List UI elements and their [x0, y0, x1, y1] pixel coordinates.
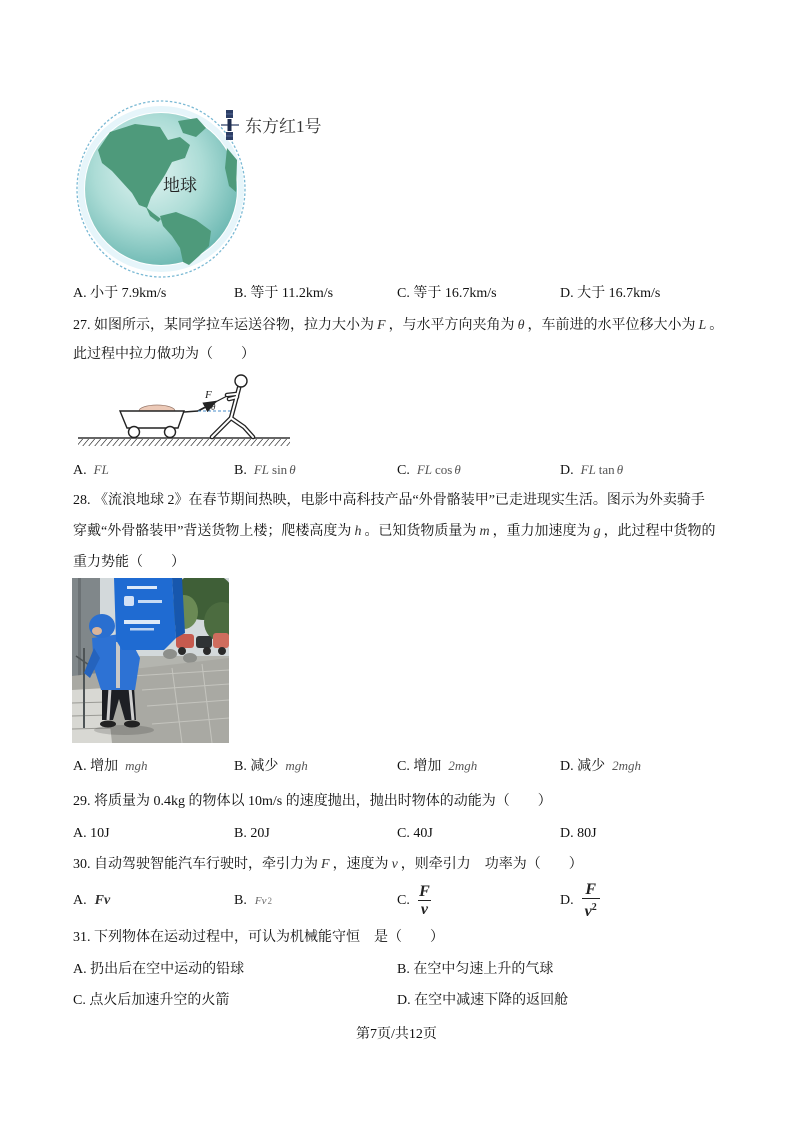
option-math-superscript: 2 [267, 896, 272, 906]
q27-option-c [397, 462, 461, 479]
option-math-fn: tan [598, 462, 615, 477]
q27-angle-symbol: θ [517, 318, 525, 333]
satellite-label: 东方红1号 [245, 117, 322, 136]
option-letter: A. [73, 463, 87, 478]
q27-option-d [560, 462, 623, 479]
q28-stem-text: 。已知货物质量为 [364, 524, 477, 539]
q28-height-symbol: h [354, 524, 362, 539]
q28-stem-text: 穿戴“外骨骼装甲”背送货物上楼；爬楼高度为 [73, 524, 352, 539]
q26-option-b: B. 等于 11.2km/s [234, 286, 334, 301]
option-math-arg: θ [289, 462, 296, 477]
option-math: Fv [254, 895, 267, 907]
option-math: FL [416, 462, 433, 477]
option-math: Fv [94, 893, 111, 908]
option-letter: C. 增加 [397, 759, 442, 774]
option-letter: B. 减少 [234, 759, 279, 774]
exoskeleton-rider-photo [72, 578, 229, 743]
option-letter: C. [397, 893, 410, 908]
earth-orbit-figure [70, 95, 340, 285]
q30-stem-text: ，速度为 [332, 857, 389, 872]
option-fraction [418, 884, 431, 918]
q29-option-a: A. 10J [73, 826, 110, 841]
q28-stem-line2 [73, 524, 716, 540]
denominator-superscript: 2 [591, 902, 597, 913]
q28-option-c [397, 758, 477, 775]
option-math: mgh [125, 758, 148, 773]
q26-option-d: D. 大于 16.7km/s [560, 286, 661, 301]
cart-pulling-figure [70, 365, 300, 455]
option-math-fn: sin [272, 462, 288, 477]
q27-option-a [73, 462, 109, 479]
option-math: mgh [285, 758, 308, 773]
page-number: 第7页/共12页 [356, 1027, 437, 1042]
denominator-base: v [584, 903, 592, 920]
option-letter: D. [560, 893, 574, 908]
q26-option-c: C. 等于 16.7km/s [397, 286, 497, 301]
q29-stem: 29. 将质量为 0.4kg 的物体以 10m/s 的速度抛出，抛出时物体的动能为（ ） [73, 794, 552, 809]
q27-stem-text: ，车前进的水平位移大小为 [527, 318, 696, 333]
q31-stem: 31. 下列物体在运动过程中，可认为机械能守恒 是（ ） [73, 930, 444, 945]
q27-stem-text: 27. 如图所示，某同学拉车运送谷物，拉力大小为 [73, 318, 374, 333]
option-letter: D. 减少 [560, 759, 606, 774]
q28-gravity-symbol: g [593, 524, 601, 539]
fraction-numerator: F [419, 883, 430, 900]
option-math: 2mgh [612, 758, 642, 773]
q30-option-b [234, 882, 272, 920]
q30-option-a [73, 882, 110, 920]
denominator-base: v [420, 901, 428, 918]
q30-option-c [397, 882, 431, 920]
q28-stem-line1: 28. 《流浪地球 2》在春节期间热映，电影中高科技产品“外骨骼装甲”已走进现实生活。图示为外卖骑手 [73, 493, 705, 508]
ground-line [78, 438, 290, 446]
option-math-arg: θ [616, 462, 624, 477]
fraction-denominator [582, 898, 600, 920]
option-math: FL [580, 462, 596, 477]
delivery-box [114, 578, 185, 650]
option-math: FL [253, 462, 270, 477]
q27-displacement-symbol: L [698, 318, 707, 333]
fraction-numerator: F [585, 881, 597, 898]
q29-option-d: D. 80J [560, 826, 597, 841]
angle-label: θ [211, 402, 216, 412]
option-letter: D. [560, 463, 574, 478]
option-math: FL [93, 462, 109, 477]
person-icon [212, 375, 253, 437]
q27-force-symbol: F [377, 318, 386, 333]
q31-option-d: D. 在空中减速下降的返回舱 [397, 993, 569, 1008]
q31-option-b: B. 在空中匀速上升的气球 [397, 962, 554, 977]
q31-option-c: C. 点火后加速升空的火箭 [73, 993, 230, 1008]
option-letter: C. [397, 463, 410, 478]
cart-icon [120, 405, 198, 438]
q28-mass-symbol: m [479, 524, 490, 539]
option-math-fn: cos [435, 462, 453, 477]
q28-stem-text: ，重力加速度为 [492, 524, 591, 539]
q28-stem-text: ，此过程中货物的 [603, 524, 716, 539]
option-math: 2mgh [448, 758, 478, 773]
option-fraction [582, 882, 600, 920]
q29-option-c: C. 40J [397, 826, 433, 841]
fraction-denominator [418, 900, 431, 918]
q26-option-a: A. 小于 7.9km/s [73, 286, 167, 301]
q28-option-b [234, 758, 308, 775]
q27-stem-text: 。 [709, 318, 724, 333]
option-letter: A. 增加 [73, 759, 119, 774]
q30-velocity-symbol: v [391, 857, 398, 872]
q27-stem-line2: 此过程中拉力做功为（ ） [73, 347, 255, 362]
q29-option-b: B. 20J [234, 826, 270, 841]
q27-stem-line1 [73, 318, 723, 334]
q30-force-symbol: F [321, 857, 330, 872]
earth-label: 地球 [163, 176, 197, 195]
q28-option-d [560, 758, 641, 775]
force-label: F [205, 389, 212, 401]
option-letter: B. [234, 893, 247, 908]
q28-stem-line3: 重力势能（ ） [73, 555, 185, 570]
option-math-arg: θ [454, 462, 461, 477]
option-letter: A. [73, 893, 87, 908]
q28-option-a [73, 758, 148, 775]
q30-stem-text: ，则牵引力 功率为（ ） [400, 857, 583, 872]
q31-option-a: A. 扔出后在空中运动的铅球 [73, 962, 245, 977]
q30-option-d [560, 882, 600, 920]
angle-arc [208, 406, 209, 411]
option-letter: B. [234, 463, 247, 478]
q27-option-b [234, 462, 296, 479]
q30-stem [73, 857, 583, 873]
q27-stem-text: ，与水平方向夹角为 [388, 318, 515, 333]
q30-stem-text: 30. 自动驾驶智能汽车行驶时，牵引力为 [73, 857, 318, 872]
